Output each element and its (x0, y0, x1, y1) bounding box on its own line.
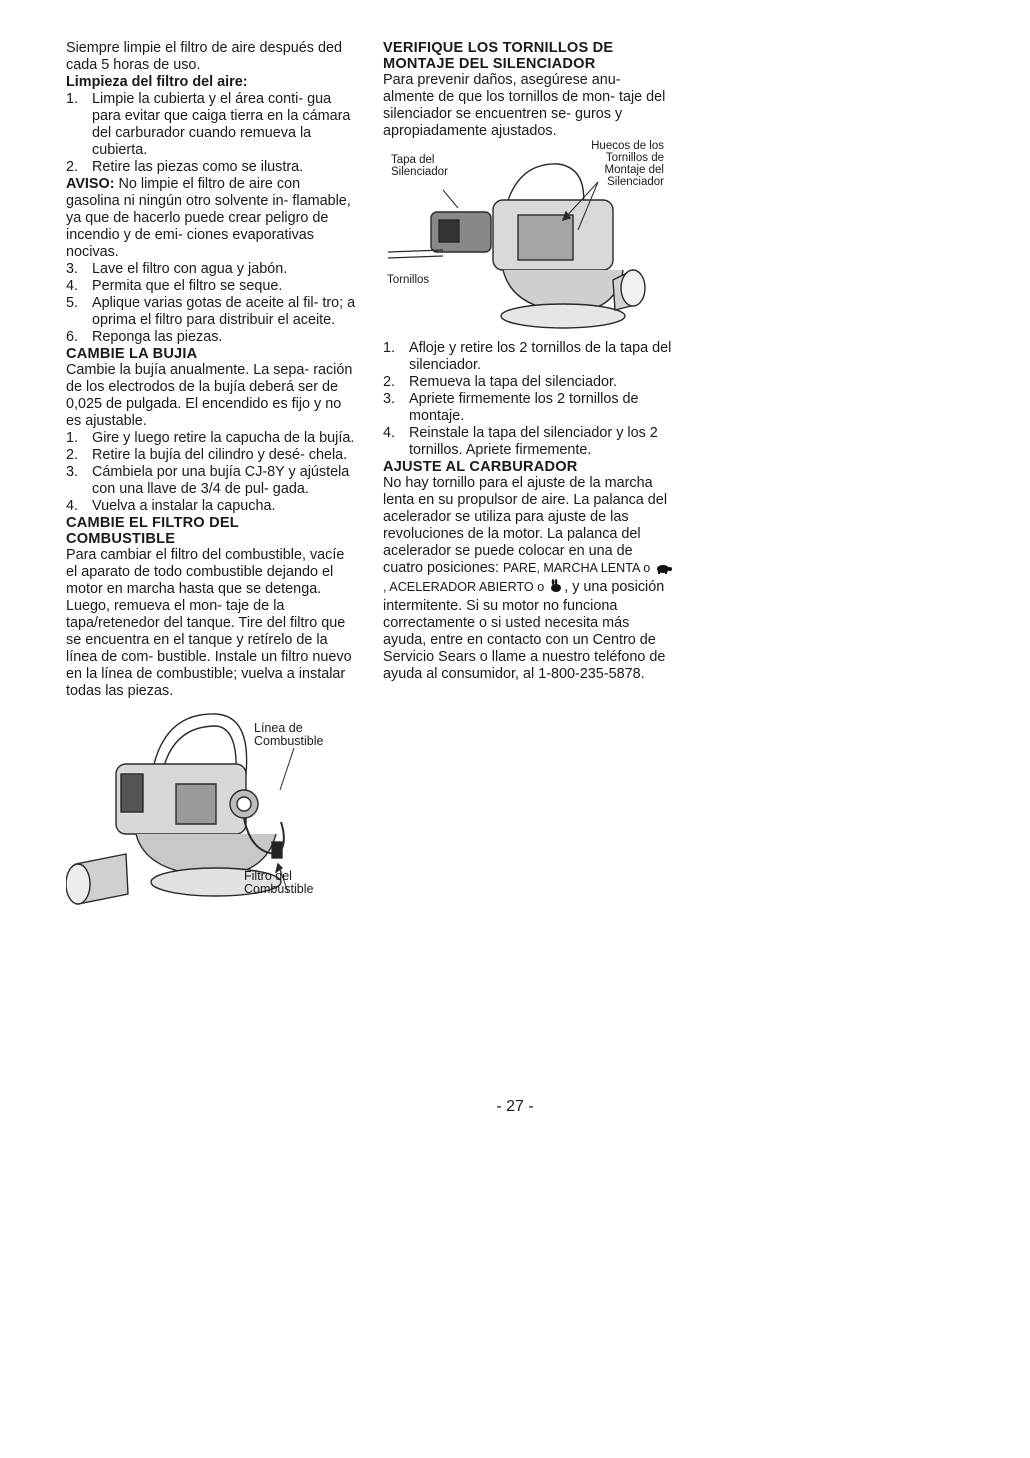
list-item: 5. Aplique varias gotas de aceite al fil- tro; a oprima el filtro para distribuir el aceite. (66, 295, 356, 328)
fuel-filter-label: Filtro del Combustible (244, 869, 314, 896)
list-item: 1. Gire y luego retire la capucha de la bujía. (66, 430, 355, 446)
list-item: 2. Retire las piezas como se ilustra. (66, 159, 304, 175)
list-item: 3. Apriete firmemente los 2 tornillos de montaje. (383, 391, 639, 424)
warning-paragraph (66, 176, 356, 261)
spark-plug-intro: Cambie la bujía anualmente. La sepa- ración de los electrodos de la bujía deberá ser de 0,025 de pulgada. El encendido es fijo y no es ajustable. (66, 362, 353, 429)
list-item: 4. Permita que el filtro se seque. (66, 278, 283, 294)
left-column (66, 40, 356, 919)
page-number: - 27 - (496, 1098, 534, 1115)
list-item: 6. Reponga las piezas. (66, 329, 223, 345)
fuel-filter-illustration (66, 704, 356, 919)
list-item: 4. Reinstale la tapa del silenciador y los 2 tornillos. Apriete firmemente. (383, 425, 658, 458)
warning-label: AVISO: (66, 176, 115, 192)
screws-label: Tornillos (387, 274, 430, 286)
air-filter-heading: Limpieza del filtro del aire: (66, 74, 248, 90)
turtle-icon (654, 562, 672, 579)
air-filter-steps-continued (66, 261, 356, 346)
muffler-intro: Para prevenir daños, asegúrese anu- almente de que los tornillos de mon- taje del silenciador se encuentren se- guros y apropiadamente ajustados. (383, 72, 666, 139)
list-item: 3. Lave el filtro con agua y jabón. (66, 261, 288, 277)
air-filter-steps (66, 91, 356, 176)
list-item: 3. Cámbiela por una bujía CJ-8Y y ajústela con una llave de 3/4 de pul- gada. (66, 464, 350, 497)
muffler-steps (383, 340, 673, 459)
fuel-line-label: Línea de Combustible (254, 721, 324, 748)
carburetor-text: No hay tornillo para el ajuste de la marcha lenta en su propulsor de aire. La palanca del acelerador se utiliza para ajuste de las revoluciones de la motor. La palanca del acelerador se puede colocar en una de cuatro posiciones: PARE, MARCHA LENTA o , ACELERADOR ABIERTO o , y una posición intermitente. Si su motor no funciona correctamente o si usted necesita más ayuda, entre en contacto con un Centro de Servicio Sears o llame a nuestro teléfono de ayuda al consumidor, al 1-800-235-5878. (383, 475, 673, 683)
fuel-filter-heading-line-1: CAMBIE EL FILTRO DEL (66, 515, 239, 531)
list-item: 1. Limpie la cubierta y el área conti- gua para evitar que caiga tierra en la cámara del carburador cuando remueva la cubierta. (66, 91, 351, 158)
list-item: 2. Retire la bujía del cilindro y desé- chela. (66, 447, 348, 463)
muffler-heading-line-1: VERIFIQUE LOS TORNILLOS DE (383, 40, 614, 56)
fuel-filter-heading-line-2: COMBUSTIBLE (66, 531, 176, 547)
spark-plug-heading: CAMBIE LA BUJIA (66, 346, 198, 362)
screw-holes-label: Huecos de los Tornillos de Montaje del Silenciador (591, 140, 664, 188)
list-item: 2. Remueva la tapa del silenciador. (383, 374, 617, 390)
list-item: 1. Afloje y retire los 2 tornillos de la tapa del silenciador. (383, 340, 672, 373)
muffler-cover-label: Tapa del Silenciador (391, 154, 448, 178)
air-filter-intro: Siempre limpie el filtro de aire después ded cada 5 horas de uso. (66, 40, 342, 73)
muffler-illustration (383, 140, 673, 340)
warning-text: No limpie el filtro de aire con gasolina ni ningún otro solvente in- flamable, ya que de hacerlo puede crear peligro de incendio y de emi- ciones evaporativas nocivas. (66, 176, 351, 260)
carburetor-heading: AJUSTE AL CARBURADOR (383, 459, 578, 475)
spark-plug-steps (66, 430, 356, 515)
rabbit-icon (548, 579, 564, 598)
list-item: 4. Vuelva a instalar la capucha. (66, 498, 276, 514)
right-column (383, 40, 673, 683)
muffler-heading-line-2: MONTAJE DEL SILENCIADOR (383, 56, 596, 72)
fuel-filter-text: Para cambiar el filtro del combustible, vacíe el aparato de todo combustible dejando el motor en marcha hasta que se detenga. Luego, remueva el mon- taje de la tapa/retenedor del tanque. Tire del filtro que se encuentra en el tanque y retírelo de la línea de com- bustible. Instale un filtro nuevo en la línea de combustible; vuelva a instalar todas las piezas. (66, 547, 352, 699)
